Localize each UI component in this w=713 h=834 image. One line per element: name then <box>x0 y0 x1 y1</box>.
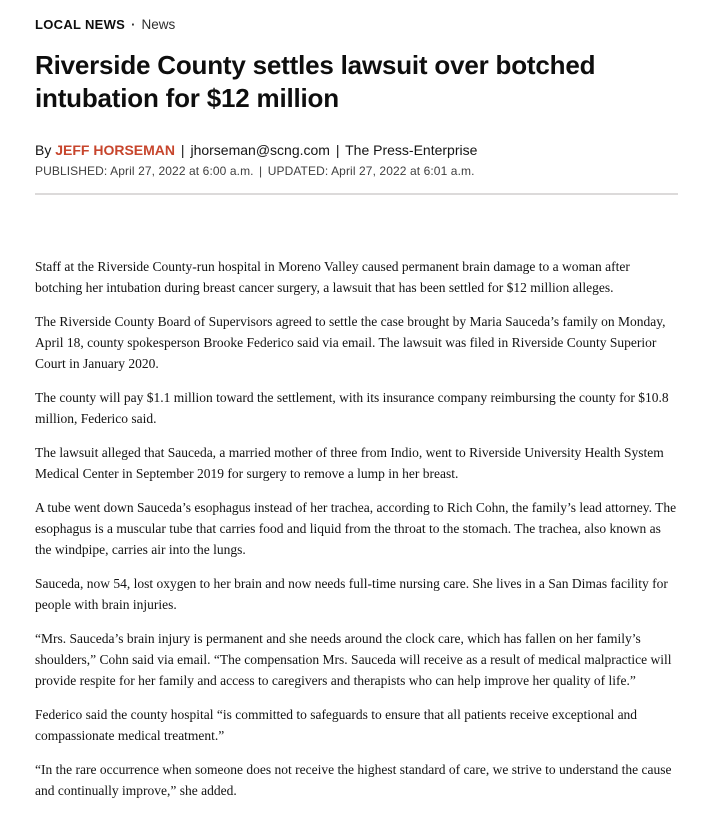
author-email-link[interactable]: jhorseman@scng.com <box>190 142 330 158</box>
article-paragraph: “In the rare occurrence when someone does not receive the highest standard of care, we strive to understand the cause and continually improve,” she added. <box>35 762 672 798</box>
article-paragraph: Staff at the Riverside County-run hospital in Moreno Valley caused permanent brain damage to a woman after botching her intubation during breast cancer surgery, a lawsuit that has been settled for $12 million alleges. <box>35 259 630 295</box>
updated-date: April 27, 2022 at 6:01 a.m. <box>331 164 475 178</box>
article-paragraph: The Riverside County Board of Supervisors agreed to settle the case brought by Maria Sauceda’s family on Monday, April 18, county spokesperson Brooke Federico said via email. The lawsuit was filed in Riverside County Superior Court in January 2020. <box>35 314 666 371</box>
dates-separator: | <box>259 164 263 178</box>
published-label: PUBLISHED: <box>35 164 108 178</box>
article-headline: Riverside County settles lawsuit over botched intubation for $12 million <box>35 50 596 113</box>
breadcrumb-link-local-news[interactable]: LOCAL NEWS <box>35 17 126 32</box>
article-paragraph: The lawsuit alleged that Sauceda, a married mother of three from Indio, went to Riverside University Health System Medical Center in September 2019 for surgery to remove a lump in her breast. <box>35 445 664 481</box>
article-paragraph: A tube went down Sauceda’s esophagus instead of her trachea, according to Rich Cohn, the family’s lead attorney. The esophagus is a muscular tube that carries food and liquid from the throat to the stomach. The trachea, also known as the windpipe, carries air into the lungs. <box>35 500 677 557</box>
updated-label: UPDATED: <box>267 164 329 178</box>
article-paragraph: Sauceda, now 54, lost oxygen to her brain and now needs full-time nursing care. She lives in a San Dimas facility for people with brain injuries. <box>35 576 668 612</box>
article-paragraph: Federico said the county hospital “is committed to safeguards to ensure that all patients receive exceptional and compassionate medical treatment.” <box>35 707 638 743</box>
article-paragraph: The county will pay $1.1 million toward the settlement, with its insurance company reimbursing the county for $10.8 million, Federico said. <box>35 390 669 426</box>
byline-separator-2: | <box>335 142 340 158</box>
breadcrumb-separator: · <box>131 17 136 32</box>
author-link[interactable]: JEFF HORSEMAN <box>55 142 176 158</box>
publish-dates <box>35 164 678 178</box>
published-date: April 27, 2022 at 6:00 a.m. <box>110 164 254 178</box>
publication-name: The Press-Enterprise <box>345 142 478 158</box>
breadcrumb-link-news[interactable]: News <box>141 17 176 32</box>
byline-separator-1: | <box>180 142 185 158</box>
byline-prefix: By <box>35 142 52 158</box>
divider <box>35 193 678 195</box>
byline <box>35 142 678 158</box>
article-body <box>35 256 678 801</box>
article-paragraph: “Mrs. Sauceda’s brain injury is permanent and she needs around the clock care, which has fallen on her family’s shoulders,” Cohn said via email. “The compensation Mrs. Sauceda will receive as a result of medical malpractice will provide respite for her family and access to caregivers and therapists who can help improve her quality of life.” <box>35 631 672 688</box>
breadcrumb <box>35 17 678 32</box>
